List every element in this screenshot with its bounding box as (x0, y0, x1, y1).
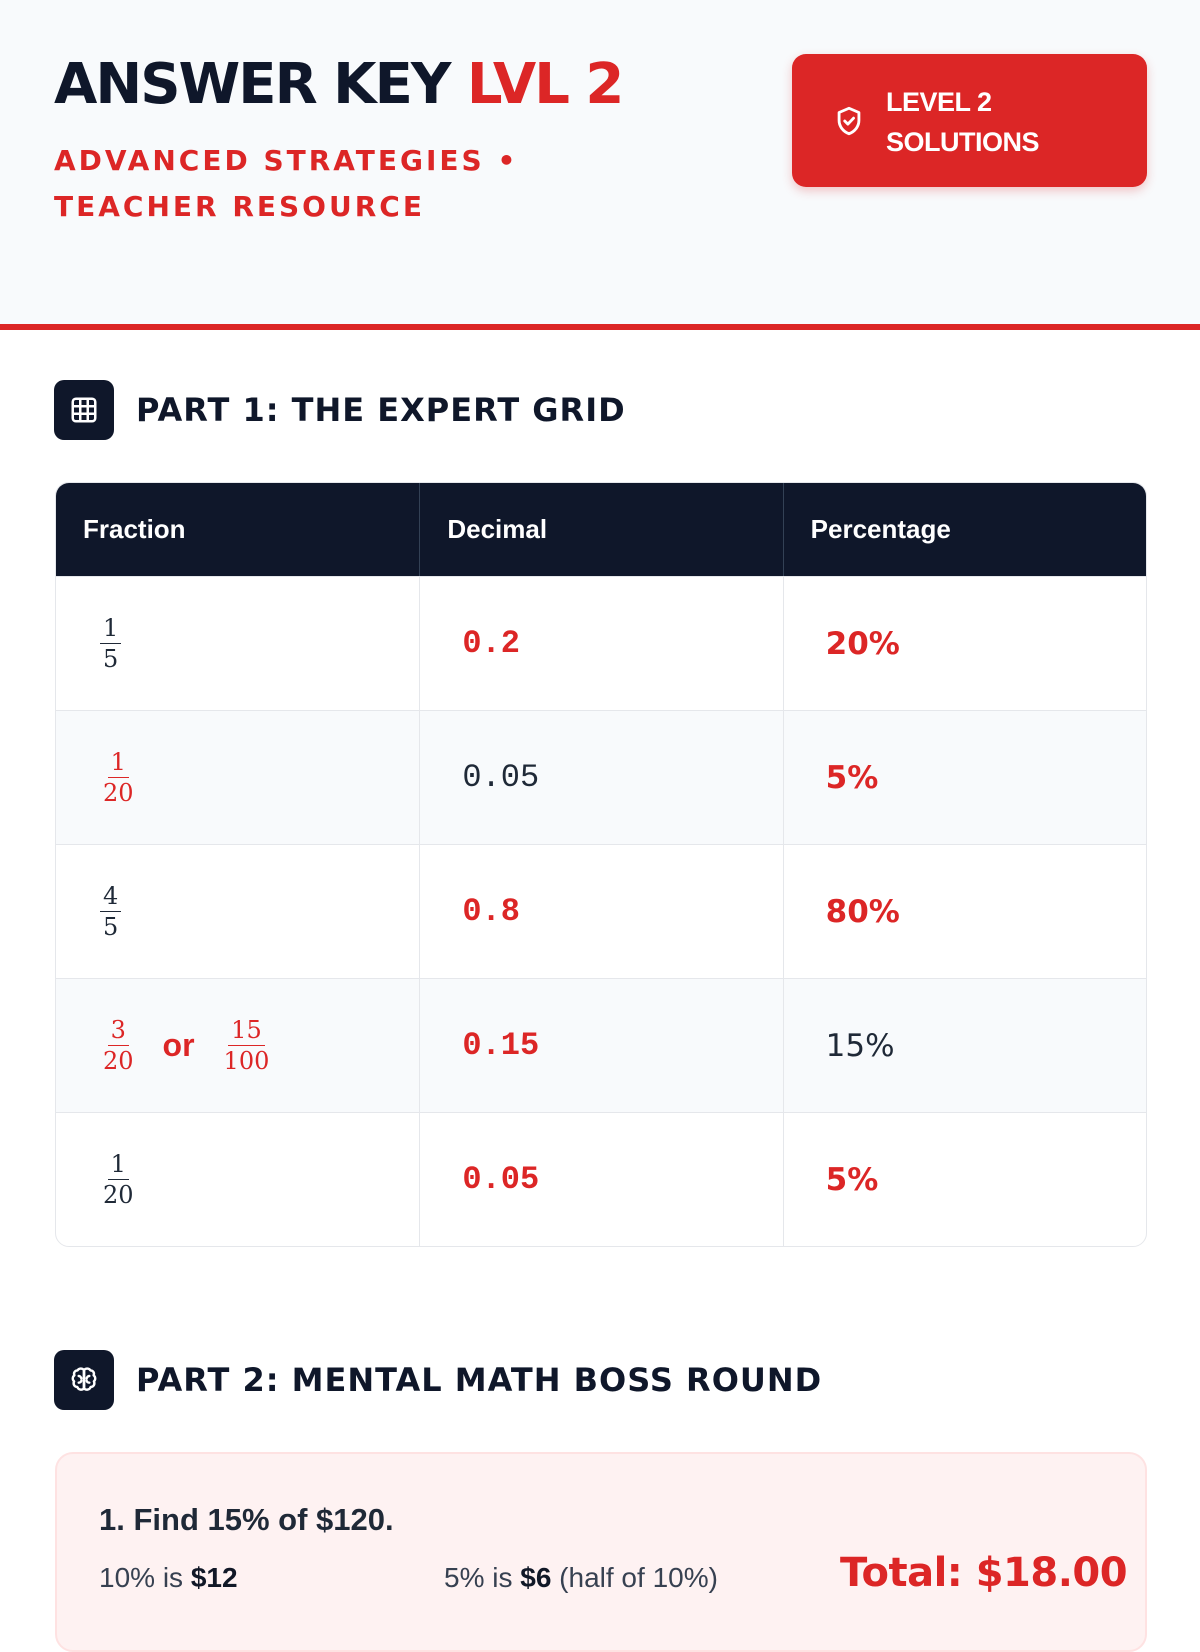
table-row (56, 844, 1146, 978)
column-header-fraction: Fraction (83, 514, 186, 544)
badge-label (886, 82, 1126, 162)
numerator: 1 (108, 1151, 129, 1180)
or-label: or (162, 1027, 195, 1063)
denominator: 5 (103, 645, 119, 673)
column-header-percentage: Percentage (783, 483, 1146, 576)
table-row (56, 1112, 1146, 1246)
fraction (100, 615, 121, 672)
percent-cell: 15% (783, 979, 1146, 1112)
part1-heading (54, 380, 626, 440)
level-badge (792, 54, 1147, 187)
table-row (56, 710, 1146, 844)
table-row (56, 576, 1146, 710)
numerator: 1 (100, 615, 121, 644)
decimal-cell: 0.05 (419, 1113, 782, 1246)
numerator: 15 (228, 1017, 265, 1046)
step-two (444, 1562, 718, 1594)
page-header (0, 0, 1200, 330)
fraction-cell (56, 979, 419, 1112)
table-header (56, 483, 1146, 576)
fraction-cell (56, 711, 419, 844)
grid-icon (54, 380, 114, 440)
problem-total: Total: $18.00 (840, 1550, 1128, 1596)
step-two-prefix: 5% is (444, 1562, 521, 1593)
decimal-cell: 0.2 (419, 577, 782, 710)
part2-heading (54, 1350, 822, 1410)
alt-fraction (221, 1017, 273, 1074)
decimal-cell: 0.15 (419, 979, 782, 1112)
percent-cell: 80% (783, 845, 1146, 978)
fraction-cell (56, 845, 419, 978)
problem-card (55, 1452, 1147, 1652)
decimal-cell: 0.05 (419, 711, 782, 844)
percent-cell: 20% (783, 577, 1146, 710)
fraction-cell (56, 1113, 419, 1246)
title-accent: LVL 2 (466, 52, 623, 117)
step-two-value: $6 (520, 1562, 552, 1593)
denominator: 100 (223, 1047, 270, 1075)
decimal-cell: 0.8 (419, 845, 782, 978)
badge-line-2: SOLUTIONS (886, 127, 1040, 157)
numerator: 4 (100, 883, 121, 912)
step-one-prefix: 10% is (99, 1562, 191, 1593)
fraction (100, 883, 121, 940)
problem-question: 1. Find 15% of $120. (99, 1502, 394, 1537)
part2-title: PART 2: MENTAL MATH BOSS ROUND (136, 1361, 823, 1399)
denominator: 20 (103, 1047, 134, 1075)
denominator: 20 (103, 779, 134, 807)
fraction (100, 749, 137, 806)
step-one-value: $12 (190, 1562, 238, 1593)
part1-title: PART 1: THE EXPERT GRID (136, 391, 626, 429)
expert-grid-table (55, 482, 1147, 1247)
numerator: 1 (108, 749, 129, 778)
brain-icon (54, 1350, 114, 1410)
denominator: 5 (103, 913, 119, 941)
fraction (100, 1017, 137, 1074)
fraction (100, 1151, 137, 1208)
percent-cell: 5% (783, 1113, 1146, 1246)
fraction-cell (56, 577, 419, 710)
badge-line-1: LEVEL 2 (886, 87, 992, 117)
page-title (54, 52, 622, 117)
numerator: 3 (108, 1017, 129, 1046)
step-two-suffix: (half of 10%) (551, 1562, 718, 1593)
title-main: ANSWER KEY (54, 52, 450, 117)
table-row (56, 978, 1146, 1112)
column-header-decimal: Decimal (419, 483, 782, 576)
step-one (99, 1562, 238, 1594)
page-subtitle: ADVANCED STRATEGIES • TEACHER RESOURCE (54, 144, 519, 223)
shield-check-icon (832, 102, 866, 140)
denominator: 20 (103, 1181, 134, 1209)
percent-cell: 5% (783, 711, 1146, 844)
